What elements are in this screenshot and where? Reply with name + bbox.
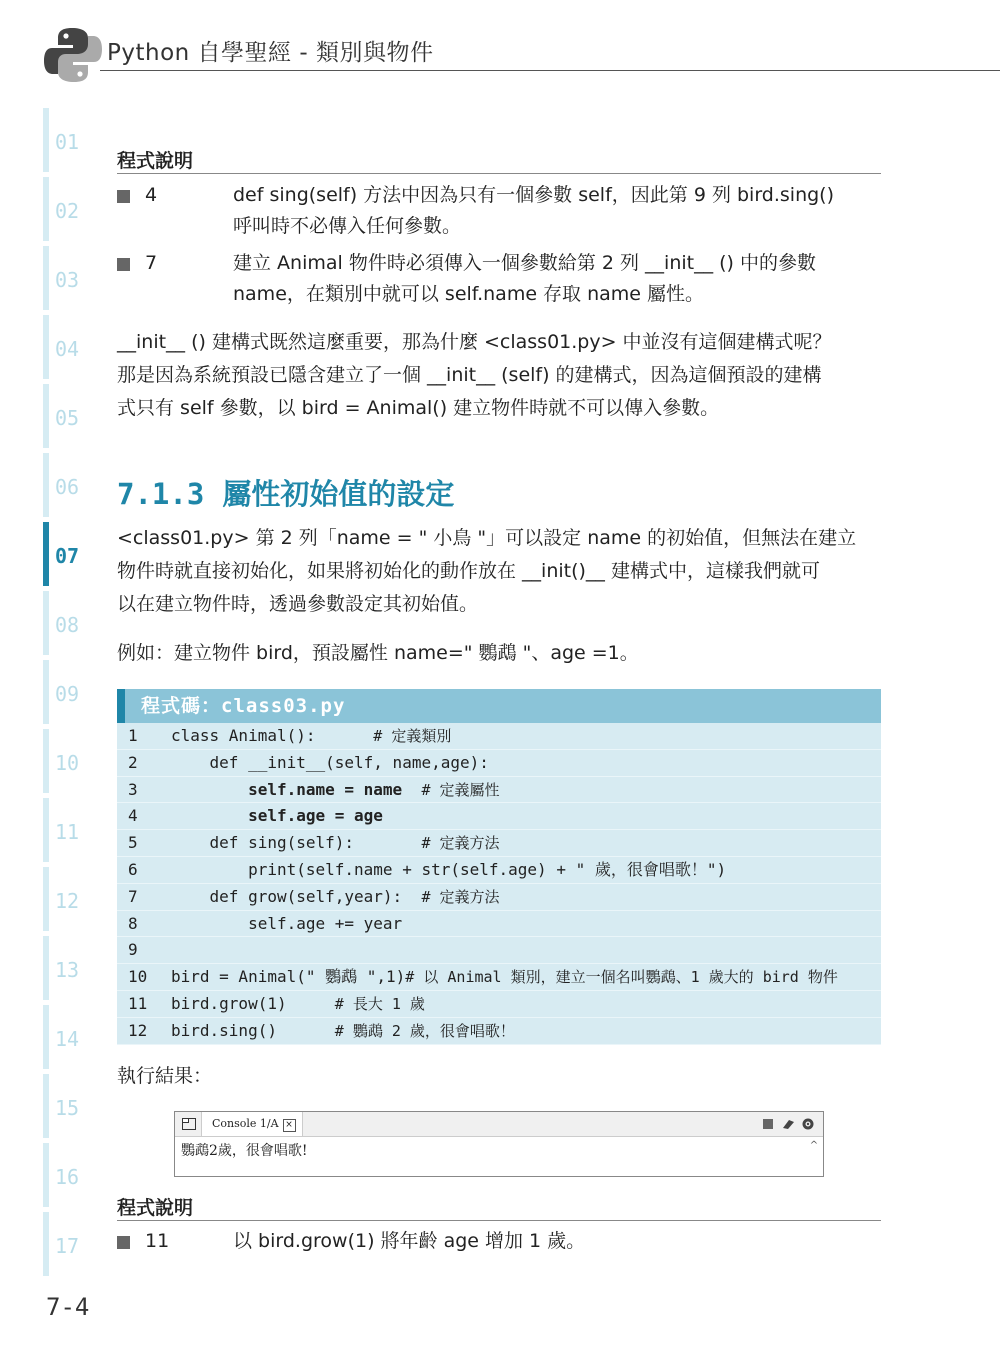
section-heading bbox=[117, 472, 454, 513]
chapter-tab-06: 06 bbox=[43, 453, 103, 517]
stop-icon[interactable] bbox=[763, 1119, 773, 1129]
code-body bbox=[117, 723, 881, 1045]
code-block-title: 程式碼：class03.py bbox=[117, 689, 881, 723]
code-line bbox=[117, 803, 881, 830]
code-line-number: 4 bbox=[128, 806, 138, 826]
chapter-tab-01: 01 bbox=[43, 108, 103, 172]
code-text: self.age = age bbox=[171, 806, 383, 826]
code-comment: # 鸚鵡 2 歲，很會唱歌！ bbox=[334, 1021, 515, 1040]
console-tab[interactable]: Console 1/A × bbox=[201, 1112, 303, 1136]
explanation-text: def sing(self) 方法中因為只有一個參數 self，因此第 9 列 bird.sing() 呼叫時不必傳入任何參數。 bbox=[233, 184, 835, 237]
console-window bbox=[174, 1111, 824, 1177]
chapter-tab-16: 16 bbox=[43, 1143, 103, 1207]
explanation-title-2: 程式說明 bbox=[117, 1197, 194, 1219]
explanation-line-number: 4 bbox=[145, 184, 158, 206]
code-line bbox=[117, 777, 881, 804]
code-line bbox=[117, 937, 881, 964]
chapter-tab-11: 11 bbox=[43, 798, 103, 862]
book-title: Python 自學聖經 - 類別與物件 bbox=[107, 40, 434, 66]
code-text: self.name = name # 定義屬性 bbox=[171, 779, 500, 799]
chapter-tab-10: 10 bbox=[43, 729, 103, 793]
explanation-title: 程式說明 bbox=[117, 150, 194, 172]
code-line bbox=[117, 964, 881, 991]
header-divider bbox=[100, 70, 1000, 71]
execution-result-label: 執行結果： bbox=[117, 1065, 213, 1087]
code-line-number: 9 bbox=[128, 940, 138, 960]
code-text: bird.grow(1) # 長大 1 歲 bbox=[171, 993, 425, 1013]
section-title: 屬性初始值的設定 bbox=[222, 477, 455, 511]
explanation-line-number: 7 bbox=[145, 252, 158, 274]
chapter-tab-07-active: 07 bbox=[43, 522, 103, 586]
chapter-tab-03: 03 bbox=[43, 246, 103, 310]
console-toolbar bbox=[175, 1112, 823, 1137]
chapter-tab-15: 15 bbox=[43, 1074, 103, 1138]
bullet-square-icon bbox=[117, 258, 130, 271]
explanation-text: 建立 Animal 物件時必須傳入一個參數給第 2 列 __init__ () 中的參數 name，在類別中就可以 self.name 存取 name 屬性。 bbox=[233, 252, 816, 305]
code-line-number: 12 bbox=[128, 1020, 148, 1040]
chapter-tab-13: 13 bbox=[43, 936, 103, 1000]
close-icon[interactable]: × bbox=[283, 1119, 296, 1132]
code-line-number: 3 bbox=[128, 779, 138, 799]
code-line bbox=[117, 830, 881, 857]
code-text: def sing(self): # 定義方法 bbox=[171, 833, 500, 853]
paragraph-initial-values: <class01.py> 第 2 列「name = " 小鳥 "」可以設定 name 的初始值，但無法在建立 物件時就直接初始化，如果將初始化的動作放在 __init()__ 建構式中，這樣我們就可 以在建立物件時，透過參數設定其初始值。 bbox=[117, 527, 857, 615]
code-line-number: 10 bbox=[128, 967, 148, 987]
chapter-tab-14: 14 bbox=[43, 1005, 103, 1069]
chapter-tab-09: 09 bbox=[43, 660, 103, 724]
code-line bbox=[117, 857, 881, 884]
console-window-icon bbox=[182, 1118, 196, 1130]
code-comment: # 長大 1 歲 bbox=[334, 994, 425, 1013]
code-comment: # 定義方法 bbox=[421, 834, 500, 853]
chapter-tab-05: 05 bbox=[43, 384, 103, 448]
explanation-text: 以 bird.grow(1) 將年齡 age 增加 1 歲。 bbox=[233, 1230, 586, 1252]
explanation-item bbox=[117, 1226, 881, 1257]
python-logo-icon bbox=[44, 26, 102, 84]
code-line bbox=[117, 911, 881, 938]
code-line-number: 7 bbox=[128, 886, 138, 906]
code-comment: # 定義屬性 bbox=[421, 780, 500, 799]
page-header bbox=[0, 0, 1000, 90]
code-text: self.age += year bbox=[171, 913, 403, 933]
gear-icon[interactable] bbox=[801, 1117, 815, 1131]
chapter-tab-04: 04 bbox=[43, 315, 103, 379]
code-block bbox=[117, 689, 881, 1045]
chapter-tab-08: 08 bbox=[43, 591, 103, 655]
code-line bbox=[117, 750, 881, 777]
paragraph-example: 例如：建立物件 bird，預設屬性 name=" 鸚鵡 "、age =1。 bbox=[117, 642, 639, 664]
explanation-line-number: 11 bbox=[145, 1230, 170, 1252]
code-comment: # 定義方法 bbox=[421, 887, 500, 906]
code-text: print(self.name + str(self.age) + " 歲，很會唱歌！") bbox=[171, 859, 727, 879]
page-number: 7-4 bbox=[46, 1293, 90, 1321]
code-text: def grow(self,year): # 定義方法 bbox=[171, 886, 500, 906]
chapter-tab-17: 17 bbox=[43, 1212, 103, 1276]
code-line bbox=[117, 884, 881, 911]
chapter-tab-12: 12 bbox=[43, 867, 103, 931]
code-line-number: 2 bbox=[128, 752, 138, 772]
section-number: 7.1.3 bbox=[117, 477, 205, 511]
code-text: bird.sing() # 鸚鵡 2 歲，很會唱歌！ bbox=[171, 1020, 515, 1040]
code-line-number: 8 bbox=[128, 913, 138, 933]
code-text: def __init__(self, name,age): bbox=[171, 752, 489, 772]
code-line-number: 5 bbox=[128, 833, 138, 853]
chapter-tab-02: 02 bbox=[43, 177, 103, 241]
code-line bbox=[117, 1018, 881, 1045]
bullet-square-icon bbox=[117, 1236, 130, 1249]
clear-eraser-icon[interactable] bbox=[781, 1118, 795, 1130]
explanation-item bbox=[117, 180, 881, 242]
code-text: bird = Animal(" 鸚鵡 ",1)# 以 Animal 類別，建立一個名叫鸚鵡、1 歲大的 bird 物件 bbox=[171, 967, 838, 987]
paragraph-init-explanation: __init__ () 建構式既然這麼重要，那為什麼 <class01.py> 中並沒有這個建構式呢？ 那是因為系統預設已隱含建立了一個 __init__ (self) 的建構式，因為這個預設的建構 式只有 self 參數，以 bird = Animal() 建立物件時就不可以傳入參數。 bbox=[117, 331, 832, 419]
bullet-square-icon bbox=[117, 190, 130, 203]
console-output: 鸚鵡2歲，很會唱歌! bbox=[181, 1143, 308, 1159]
code-line-number: 11 bbox=[128, 993, 148, 1013]
explanation-item bbox=[117, 248, 881, 310]
explanation-rule-2 bbox=[117, 1220, 881, 1221]
code-text: class Animal(): # 定義類別 bbox=[171, 726, 452, 745]
code-line-number: 1 bbox=[128, 726, 138, 745]
code-line bbox=[117, 723, 881, 750]
code-line-number: 6 bbox=[128, 859, 138, 879]
code-line bbox=[117, 991, 881, 1018]
scrollbar-up-arrow-icon[interactable]: ^ bbox=[809, 1140, 819, 1151]
explanation-rule bbox=[117, 173, 881, 174]
code-comment: # 定義類別 bbox=[373, 727, 452, 745]
code-comment: # 以 Animal 類別，建立一個名叫鸚鵡、1 歲大的 bird 物件 bbox=[405, 968, 838, 987]
